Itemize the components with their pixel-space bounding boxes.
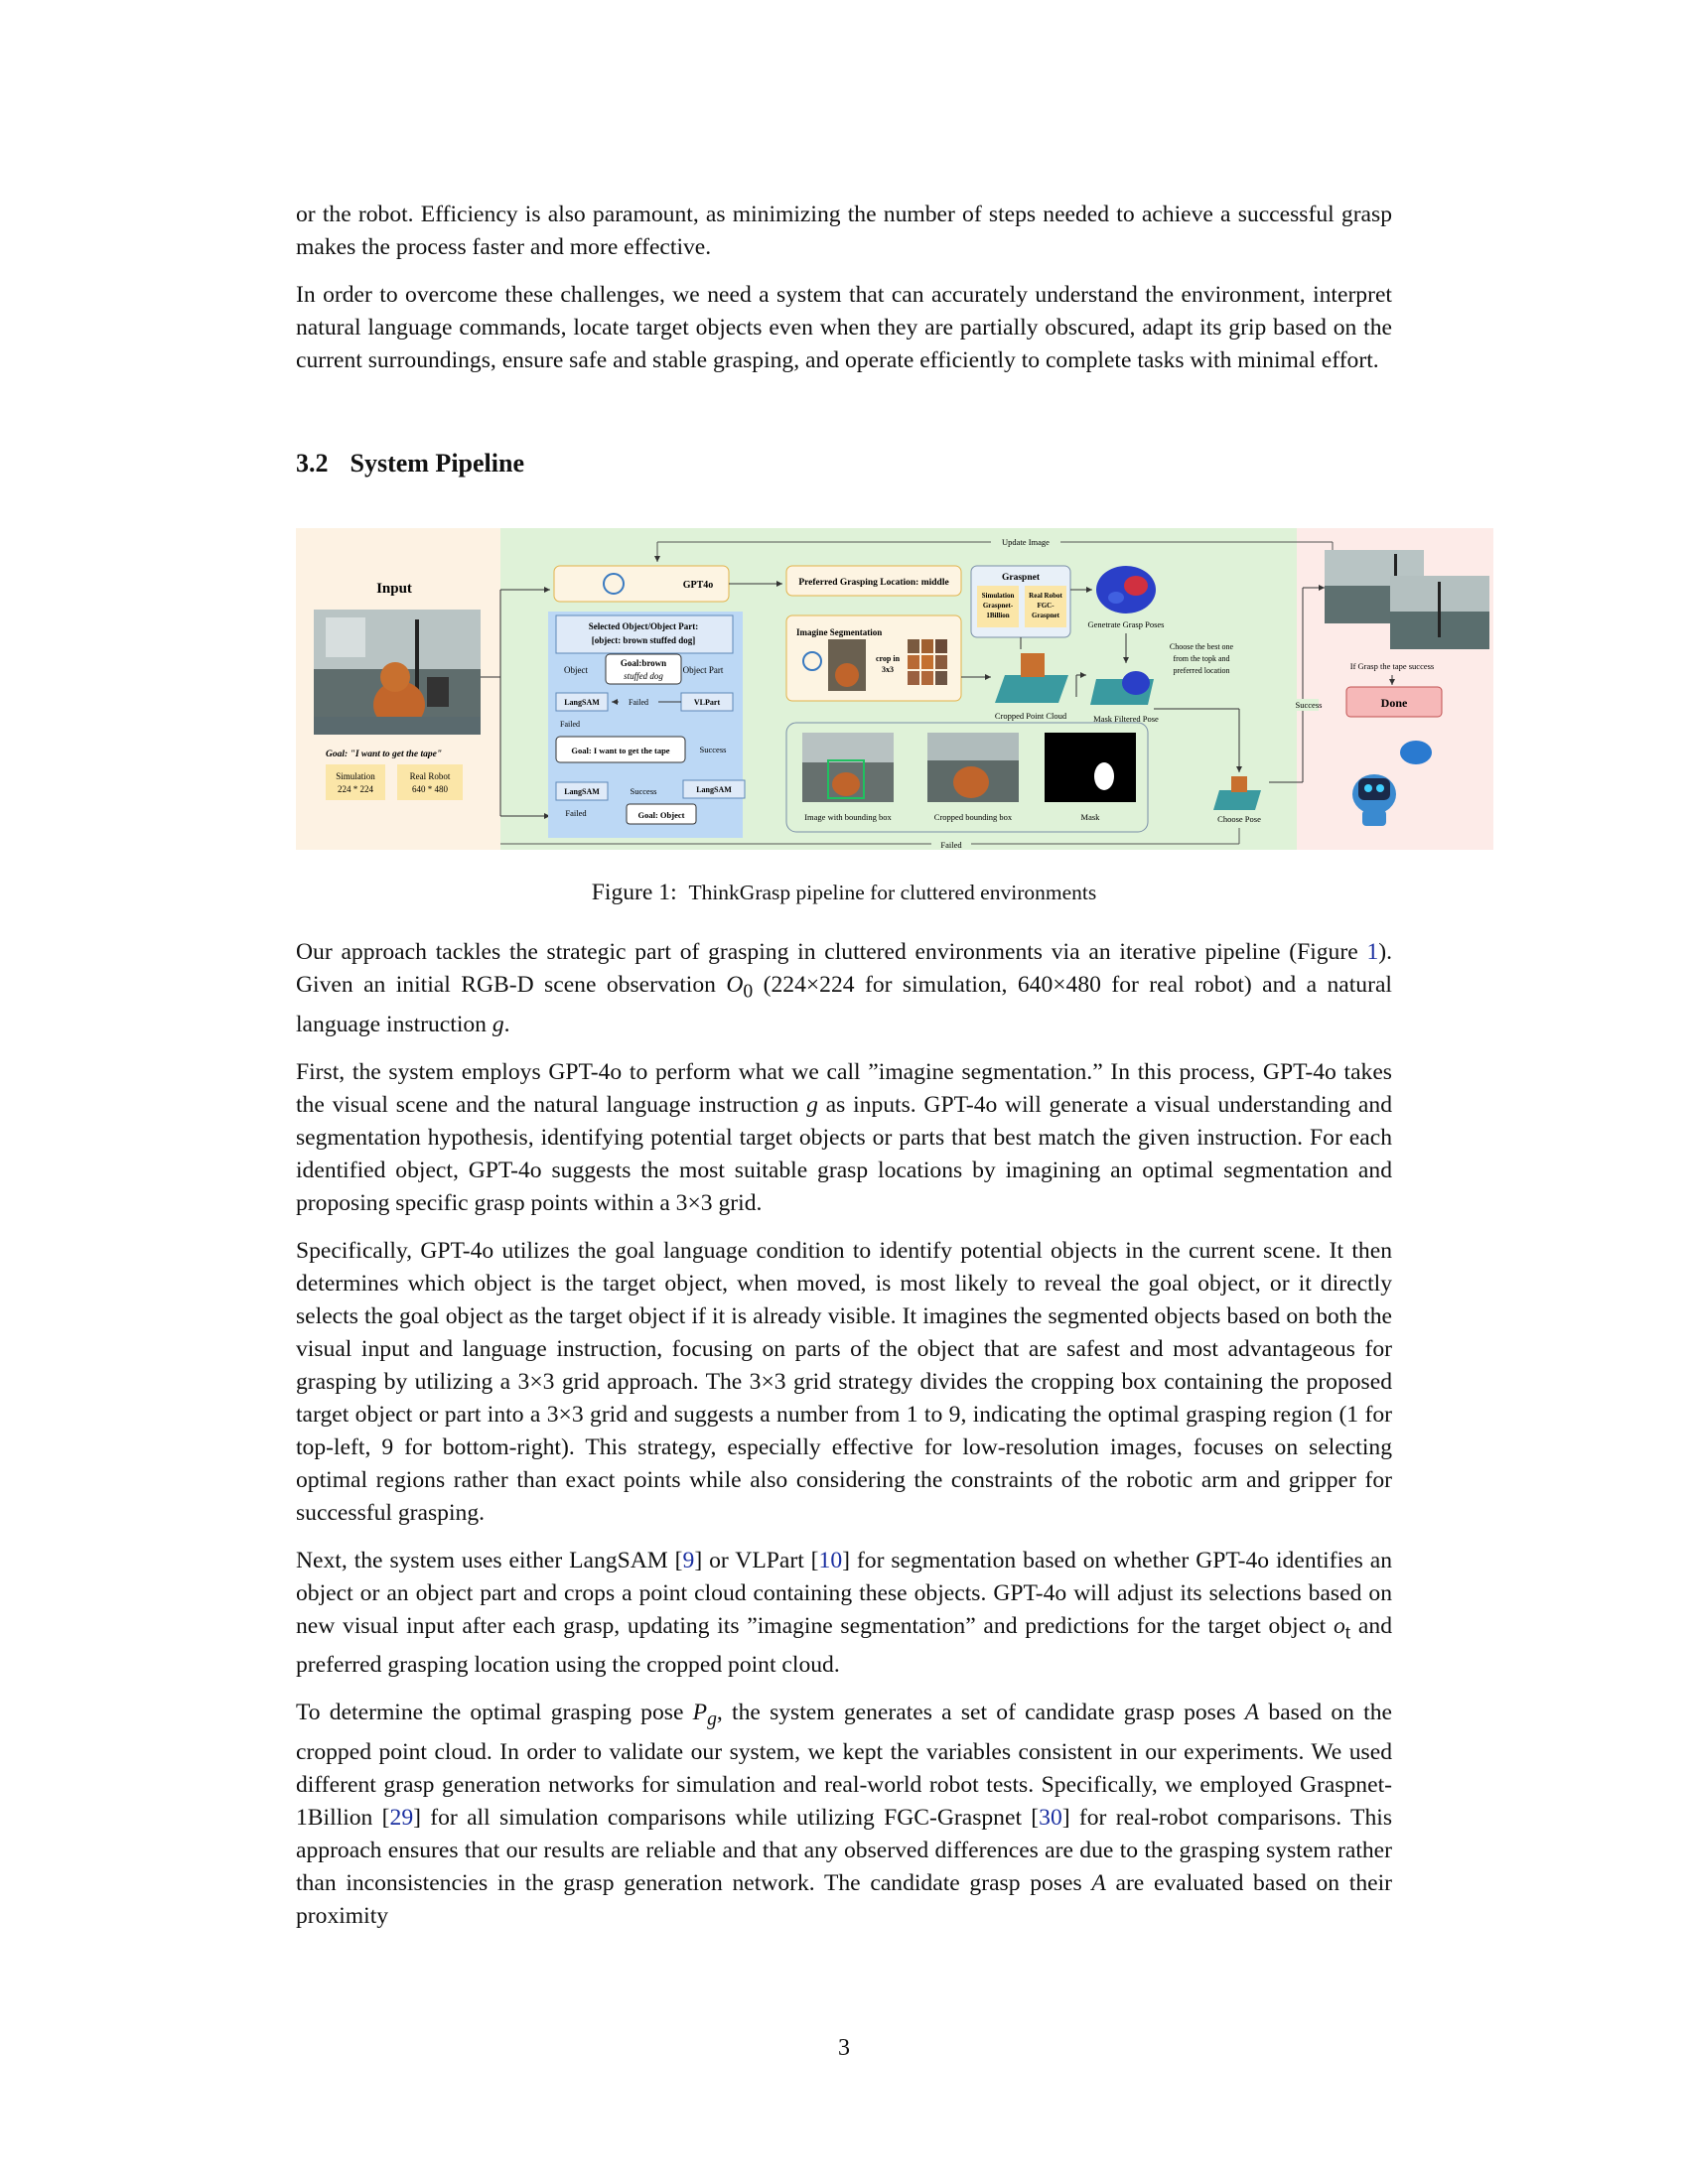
input-title: Input xyxy=(376,581,412,597)
body-block xyxy=(296,936,1392,1933)
real-graspnet-2: FGC- xyxy=(1037,602,1055,610)
body-paragraph-4: Next, the system uses either LangSAM [9] or VLPart [10] for segmentation based on whether GPT-4o identifies an object or an object part and crops a point cloud containing these objects. GPT-4o will adjust its selections based on new visual input after each grasp, updating its ”imagine segmentation” and predictions for the target object $o_t$ and preferred grasping location using the cropped point cloud. xyxy=(296,1547,1392,1679)
simulation-res: 224 * 224 xyxy=(338,784,373,794)
sim-graspnet-1: Simulation xyxy=(981,592,1015,600)
failed-label-4: Failed xyxy=(940,840,962,850)
update-image-label: Update Image xyxy=(1002,537,1050,547)
intro-block xyxy=(296,199,1392,377)
simulation-badge xyxy=(326,764,385,800)
citation-link-30[interactable]: 30 xyxy=(1039,1805,1062,1832)
image-with-bbox xyxy=(802,733,894,802)
input-scene-image xyxy=(314,610,481,735)
choose-best-3: preferred location xyxy=(1173,666,1230,675)
figure-caption-text: ThinkGrasp pipeline for cluttered environments xyxy=(688,881,1097,904)
failed-label-2: Failed xyxy=(560,720,580,729)
real-robot-badge xyxy=(397,764,463,800)
body-paragraph-5: To determine the optimal grasping pose $P_g$, the system generates a set of candidate grasp poses A based on the cropped point cloud. In order to validate our system, we kept the variables consistent in our experiments. We used different grasp generation networks for simulation and real-world robot tests. Specifically, we employed Graspnet-1Billion [29] for all simulation comparisons while utilizing FGC-Graspnet [30] for real-robot comparisons. This approach ensures that our results are reliable and that any observed differences are due to the grasping system rather than inconsistencies in the grasp generation network. The candidate grasp poses A are evaluated based on their proximity xyxy=(296,1700,1392,1930)
failed-label-1: Failed xyxy=(629,698,648,707)
real-graspnet-3: Graspnet xyxy=(1032,612,1059,619)
goal-object-label: Goal: Object xyxy=(637,810,685,820)
intro-paragraph-1: or the robot. Efficiency is also paramount, as minimizing the number of steps needed to achieve a successful grasp makes the process faster and more effective. xyxy=(296,202,1392,260)
real-robot-res: 640 * 480 xyxy=(412,784,448,794)
figure-caption-label: Figure 1: xyxy=(591,880,677,905)
citation-link-10[interactable]: 10 xyxy=(818,1547,843,1573)
selected-value: [object: brown stuffed dog] xyxy=(591,635,696,645)
figure-caption xyxy=(296,880,1392,906)
langsam-label-2: LangSAM xyxy=(564,787,600,796)
real-graspnet-1: Real Robot xyxy=(1029,592,1062,600)
choose-best-1: Choose the best one xyxy=(1169,642,1234,651)
real-robot-label: Real Robot xyxy=(409,771,451,781)
done-label: Done xyxy=(1380,696,1408,710)
graspnet-label: Graspnet xyxy=(1002,573,1040,583)
input-goal-quote: Goal: "I want to get the tape" xyxy=(326,750,443,759)
success-label-1: Success xyxy=(699,745,727,754)
crop-grid-label: 3x3 xyxy=(882,665,894,674)
failed-label-3: Failed xyxy=(565,808,587,818)
body-paragraph-2: First, the system employs GPT-4o to perform what we call ”imagine segmentation.” In this process, GPT-4o takes the visual scene and the natural language instruction g as inputs. GPT-4o will generate a visual understanding and segmentation hypothesis, identifying potential target objects or parts that best match the given instruction. For each identified object, GPT-4o suggests the most suitable grasp locations by imagining an optimal segmentation and proposing specific grasp points within a 3×3 grid. xyxy=(296,1058,1392,1216)
body-paragraph-3: Specifically, GPT-4o utilizes the goal language condition to identify potential objects in the current scene. It then determines which object is the target object, when moved, is most likely to reveal the goal object, or it directly selects the goal object as the target object if it is already visible. It imagines the segmented objects based on both the visual input and language instruction, focusing on parts of the object that are safest and most advantageous for grasping by utilizing a 3×3 grid approach. The 3×3 grid strategy divides the cropping box containing the proposed target object or part into a 3×3 grid and suggests a number from 1 to 9, indicating the optimal grasping region (1 for top-left, 9 for bottom-right). This strategy, especially effective for low-resolution images, focuses on selecting optimal regions rather than exact points while also considering the constraints of the robotic arm and gripper for successful grasping. xyxy=(296,1237,1392,1526)
simulation-label: Simulation xyxy=(336,771,375,781)
goal-stuffed-dog: stuffed dog xyxy=(624,671,663,681)
output-scene-image-2 xyxy=(1390,576,1489,649)
section-heading xyxy=(296,449,524,478)
if-success-label: If Grasp the tape success xyxy=(1349,661,1435,671)
selected-title: Selected Object/Object Part: xyxy=(588,621,699,631)
page-number: 3 xyxy=(838,2035,850,2061)
body-paragraph-1: Our approach tackles the strategic part of grasping in cluttered environments via an iterative pipeline (Figure 1). Given an initial RGB-D scene observation $O_0$ (224×224 for simulation, 640×480 for real robot) and a natural language instruction g. xyxy=(296,939,1392,1037)
mask-image xyxy=(1045,733,1136,802)
sim-graspnet-3: 1Billion xyxy=(986,612,1010,619)
grasp-poses-cloud xyxy=(1096,566,1156,614)
mask-label: Mask xyxy=(1080,812,1100,822)
citation-link-9[interactable]: 9 xyxy=(682,1547,695,1573)
sim-graspnet-2: Graspnet- xyxy=(982,602,1014,610)
vlpart-label: VLPart xyxy=(693,698,721,707)
crop-in-label: crop in xyxy=(875,654,901,663)
section-title: System Pipeline xyxy=(350,449,524,478)
choose-pose-label: Choose Pose xyxy=(1217,814,1261,824)
object-part-label: Object Part xyxy=(682,665,724,675)
success-label-3: Success xyxy=(1295,700,1323,710)
preferred-label: Preferred Grasping Location: middle xyxy=(798,578,949,588)
gpt4o-label: GPT4o xyxy=(682,580,714,591)
goal-tape-label: Goal: I want to get the tape xyxy=(571,746,670,755)
cropped-bbox-image xyxy=(927,733,1019,802)
img-bbox-label: Image with bounding box xyxy=(804,812,892,822)
pipeline-figure xyxy=(296,528,1493,850)
success-label-2: Success xyxy=(630,786,657,796)
choose-best-2: from the topk and xyxy=(1173,654,1230,663)
imagine-seg-label: Imagine Segmentation xyxy=(796,627,883,637)
figure-ref-link[interactable]: 1 xyxy=(1366,939,1379,965)
goal-brown: Goal:brown xyxy=(620,658,667,668)
cropped-pc-label: Cropped Point Cloud xyxy=(994,711,1067,721)
crop-grid-tiles xyxy=(908,639,947,685)
object-label: Object xyxy=(564,665,588,675)
intro-paragraph-2: In order to overcome these challenges, we need a system that can accurately understand the environment, interpret natural language commands, locate target objects even when they are partially obscured, adapt its grip based on the current surroundings, ensure safe and stable grasping, and operate efficiently to complete tasks with minimal effort. xyxy=(296,282,1392,373)
section-number: 3.2 xyxy=(296,449,329,478)
citation-link-29[interactable]: 29 xyxy=(389,1805,414,1832)
generate-poses-label: Genetrate Grasp Poses xyxy=(1087,619,1165,629)
mask-filtered-label: Mask Filtered Pose xyxy=(1093,714,1159,724)
langsam-label-1: LangSAM xyxy=(564,698,600,707)
langsam-label-3: LangSAM xyxy=(696,785,732,794)
cropped-bbox-label: Cropped bounding box xyxy=(933,812,1013,822)
